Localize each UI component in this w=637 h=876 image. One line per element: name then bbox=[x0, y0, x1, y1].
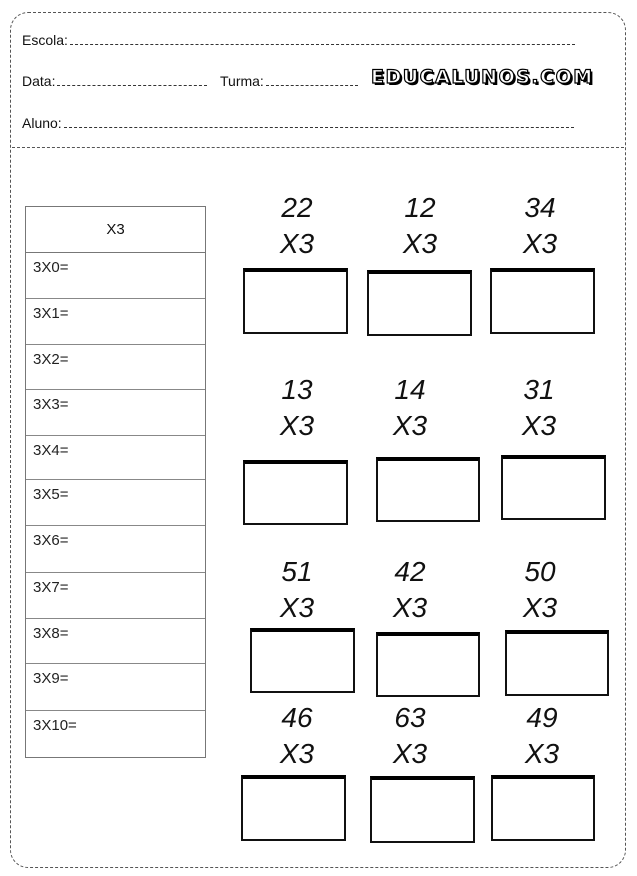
times-table-title: X3 bbox=[26, 207, 205, 253]
problem-number: 12 bbox=[404, 192, 436, 223]
problem-multiplier: X3 bbox=[392, 738, 428, 769]
answer-box[interactable] bbox=[250, 628, 355, 693]
class-label: Turma: bbox=[220, 73, 264, 89]
problem-number: 42 bbox=[394, 556, 426, 587]
problem-multiplier: X3 bbox=[522, 592, 558, 623]
class-line[interactable] bbox=[266, 84, 358, 86]
problem-multiplier: X3 bbox=[279, 228, 315, 259]
problem-number: 13 bbox=[281, 374, 313, 405]
date-line[interactable] bbox=[57, 84, 207, 86]
answer-box[interactable] bbox=[243, 268, 348, 334]
problem-number: 49 bbox=[526, 702, 558, 733]
answer-box[interactable] bbox=[370, 776, 475, 843]
times-table-row-label: 3X4= bbox=[33, 442, 69, 459]
problem-multiplier: X3 bbox=[279, 738, 315, 769]
answer-box[interactable] bbox=[243, 460, 348, 525]
times-table-row[interactable] bbox=[26, 436, 205, 480]
times-table-row[interactable] bbox=[26, 573, 205, 619]
header-divider bbox=[12, 147, 624, 148]
answer-box[interactable] bbox=[376, 457, 480, 522]
times-table-row-label: 3X0= bbox=[33, 259, 69, 276]
problem-number: 46 bbox=[281, 702, 313, 733]
times-table-row-label: 3X3= bbox=[33, 396, 69, 413]
times-table-row-label: 3X5= bbox=[33, 486, 69, 503]
date-label: Data: bbox=[22, 73, 56, 89]
school-line[interactable] bbox=[70, 43, 575, 45]
problem-multiplier: X3 bbox=[522, 228, 558, 259]
class-field[interactable] bbox=[220, 73, 358, 89]
answer-box[interactable] bbox=[505, 630, 609, 696]
problem-number: 31 bbox=[523, 374, 555, 405]
student-field[interactable] bbox=[22, 115, 574, 131]
times-table-row[interactable] bbox=[26, 526, 205, 573]
times-table-row-label: 3X1= bbox=[33, 305, 69, 322]
problem-multiplier: X3 bbox=[521, 410, 557, 441]
student-label: Aluno: bbox=[22, 115, 62, 131]
times-table-row[interactable] bbox=[26, 299, 205, 345]
school-field[interactable] bbox=[22, 32, 575, 48]
times-table-row-label: 3X2= bbox=[33, 351, 69, 368]
problem-multiplier: X3 bbox=[392, 410, 428, 441]
problem-number: 51 bbox=[281, 556, 313, 587]
times-table-row[interactable] bbox=[26, 664, 205, 711]
times-table-row-label: 3X10= bbox=[33, 717, 77, 734]
school-label: Escola: bbox=[22, 32, 68, 48]
educalunos-logo: EDUCALUNOS.COM bbox=[371, 66, 594, 88]
problem-multiplier: X3 bbox=[524, 738, 560, 769]
answer-box[interactable] bbox=[491, 775, 595, 841]
problem-multiplier: X3 bbox=[279, 410, 315, 441]
answer-box[interactable] bbox=[376, 632, 480, 697]
answer-box[interactable] bbox=[501, 455, 606, 520]
times-table bbox=[25, 206, 206, 758]
problem-multiplier: X3 bbox=[402, 228, 438, 259]
times-table-row-label: 3X9= bbox=[33, 670, 69, 687]
times-table-row[interactable] bbox=[26, 619, 205, 664]
answer-box[interactable] bbox=[490, 268, 595, 334]
problem-number: 34 bbox=[524, 192, 556, 223]
times-table-row-label: 3X7= bbox=[33, 579, 69, 596]
times-table-row[interactable] bbox=[26, 480, 205, 526]
times-table-row[interactable] bbox=[26, 345, 205, 390]
problem-number: 63 bbox=[394, 702, 426, 733]
date-field[interactable] bbox=[22, 73, 207, 89]
answer-box[interactable] bbox=[367, 270, 472, 336]
problem-number: 50 bbox=[524, 556, 556, 587]
times-table-row-label: 3X8= bbox=[33, 625, 69, 642]
times-table-row-label: 3X6= bbox=[33, 532, 69, 549]
student-line[interactable] bbox=[64, 126, 574, 128]
problem-number: 14 bbox=[394, 374, 426, 405]
problem-number: 22 bbox=[281, 192, 313, 223]
times-table-row[interactable] bbox=[26, 253, 205, 299]
times-table-row[interactable] bbox=[26, 390, 205, 436]
times-table-row[interactable] bbox=[26, 711, 205, 756]
problem-multiplier: X3 bbox=[279, 592, 315, 623]
answer-box[interactable] bbox=[241, 775, 346, 841]
problem-multiplier: X3 bbox=[392, 592, 428, 623]
